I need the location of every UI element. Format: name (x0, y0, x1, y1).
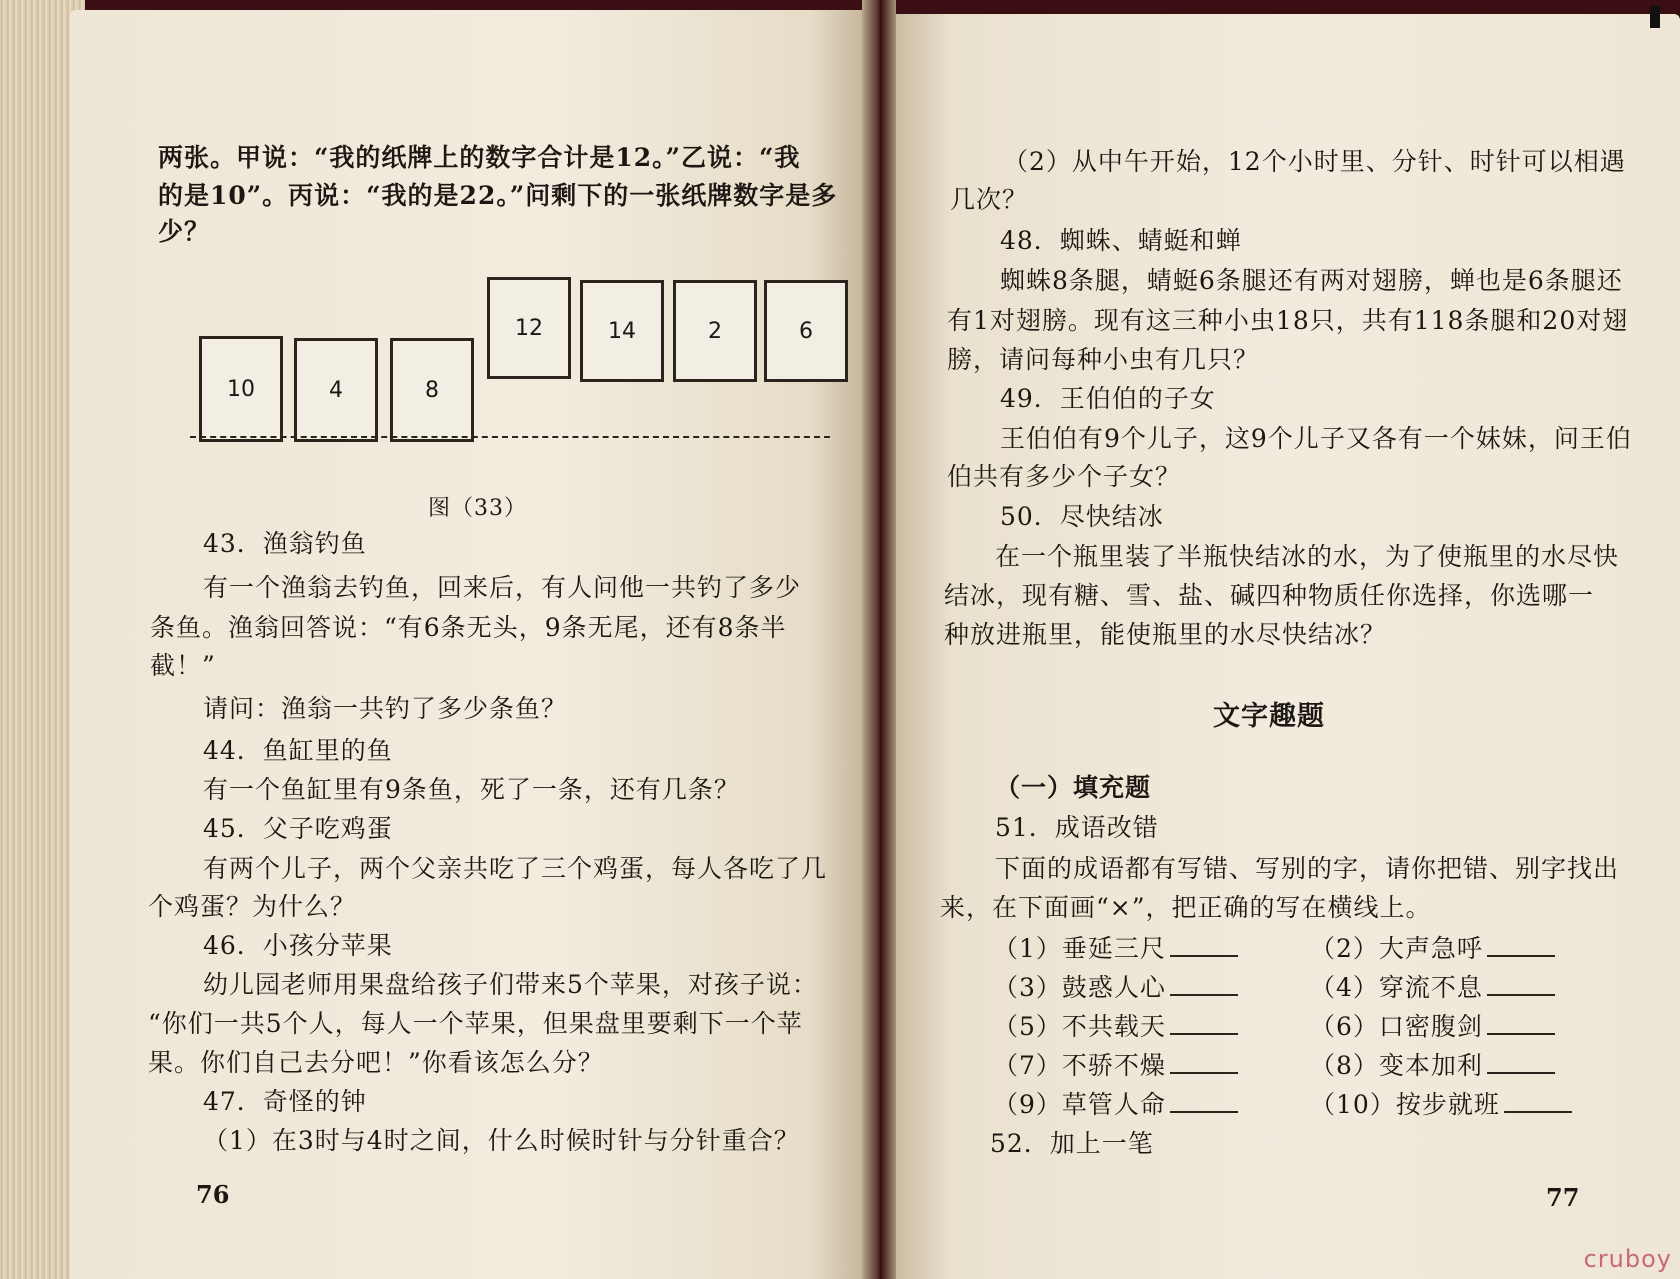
problem-title: 48．蜘蛛、蜻蜓和蝉 (1000, 226, 1242, 255)
answer-blank[interactable] (1170, 1089, 1238, 1113)
text-line: 几次？ (950, 185, 1029, 214)
text-line: 截！” (150, 651, 216, 680)
text-line: “你们一共5个人，每人一个苹果，但果盘里要剩下一个苹 (148, 1009, 803, 1038)
text-line: 有一个鱼缸里有9条鱼，死了一条，还有几条？ (203, 775, 740, 804)
text-line: 种放进瓶里，能使瓶里的水尽快结冰？ (944, 620, 1387, 649)
problem-title: 44．鱼缸里的鱼 (203, 736, 393, 765)
text-line: 蜘蛛8条腿，蜻蜓6条腿还有两对翅膀，蝉也是6条腿还 (1000, 266, 1623, 295)
idiom-item: （8）变本加利 (1310, 1047, 1555, 1085)
text-line: 下面的成语都有写错、写别的字，请你把错、别字找出 (995, 854, 1620, 883)
page-number: 77 (1546, 1183, 1580, 1212)
number-card: 6 (764, 280, 848, 382)
text-line: 请问：渔翁一共钓了多少条鱼？ (203, 694, 568, 723)
idiom-item: （1）垂延三尺 (993, 930, 1238, 968)
answer-blank[interactable] (1487, 1050, 1555, 1074)
idiom-item: （9）草管人命 (993, 1086, 1238, 1124)
answer-blank[interactable] (1170, 1050, 1238, 1074)
text-line: 果。你们自己去分吧！”你看该怎么分？ (148, 1048, 604, 1077)
number-card: 14 (580, 280, 664, 382)
text-line: 来，在下面画“×”，把正确的写在横线上。 (940, 893, 1432, 922)
answer-blank[interactable] (1487, 1011, 1555, 1035)
text-line: 伯共有多少个子女？ (947, 462, 1182, 491)
answer-blank[interactable] (1487, 972, 1555, 996)
problem-title: 50．尽快结冰 (1000, 502, 1164, 531)
idiom-item: （6）口密腹剑 (1310, 1008, 1555, 1046)
text-line: 个鸡蛋？为什么？ (148, 892, 357, 921)
number-card: 2 (673, 280, 757, 382)
idiom-item: （5）不共载天 (993, 1008, 1238, 1046)
subsection-title: （一）填充题 (995, 773, 1152, 802)
answer-blank[interactable] (1170, 1011, 1238, 1035)
idiom-item: （4）穿流不息 (1310, 969, 1555, 1007)
answer-blank[interactable] (1487, 933, 1555, 957)
figure-caption: 图（33） (428, 496, 527, 521)
book-gutter (862, 0, 896, 1279)
watermark: cruboy (1583, 1245, 1672, 1273)
text-line: 的是10”。丙说：“我的是22。”问剩下的一张纸牌数字是多 (158, 181, 838, 210)
page-number: 76 (196, 1180, 230, 1209)
number-card: 8 (390, 338, 474, 442)
problem-title: 52．加上一笔 (990, 1129, 1154, 1158)
text-line: 结冰，现有糖、雪、盐、碱四种物质任你选择，你选哪一 (944, 581, 1595, 610)
answer-blank[interactable] (1504, 1089, 1572, 1113)
answer-blank[interactable] (1170, 933, 1238, 957)
text-line: 有两个儿子，两个父亲共吃了三个鸡蛋，每人各吃了几 (203, 854, 828, 883)
text-line: 有1对翅膀。现有这三种小虫18只，共有118条腿和20对翅 (947, 306, 1629, 335)
text-line: 膀，请问每种小虫有几只？ (947, 345, 1260, 374)
number-card: 12 (487, 277, 571, 379)
idiom-item: （7）不骄不燥 (993, 1047, 1238, 1085)
problem-title: 47．奇怪的钟 (203, 1087, 367, 1116)
idiom-item: （10）按步就班 (1310, 1086, 1572, 1124)
text-line: 少？ (158, 217, 211, 246)
number-card: 10 (199, 336, 283, 442)
problem-title: 46．小孩分苹果 (203, 931, 393, 960)
problem-title: 45．父子吃鸡蛋 (203, 814, 393, 843)
text-line: 条鱼。渔翁回答说：“有6条无头，9条无尾，还有8条半 (150, 613, 787, 642)
problem-title: 51．成语改错 (995, 813, 1159, 842)
text-line: 王伯伯有9个儿子，这9个儿子又各有一个妹妹，问王伯 (1000, 424, 1632, 453)
text-line: （2）从中午开始，12个小时里、分针、时针可以相遇 (1003, 147, 1626, 176)
problem-title: 49．王伯伯的子女 (1000, 384, 1216, 413)
section-title: 文字趣题 (1213, 701, 1325, 732)
idiom-item: （3）鼓惑人心 (993, 969, 1238, 1007)
number-card: 4 (294, 338, 378, 442)
idiom-item: （2）大声急呼 (1310, 930, 1555, 968)
text-line: （1）在3时与4时之间，什么时候时针与分针重合？ (203, 1126, 800, 1155)
figure-baseline (190, 436, 830, 438)
text-line: 有一个渔翁去钓鱼，回来后，有人问他一共钓了多少 (203, 573, 802, 602)
text-line: 两张。甲说：“我的纸牌上的数字合计是12。”乙说：“我 (158, 143, 801, 172)
problem-title: 43．渔翁钓鱼 (203, 529, 367, 558)
corner-mark (1650, 6, 1660, 28)
text-line: 在一个瓶里装了半瓶快结冰的水，为了使瓶里的水尽快 (995, 542, 1620, 571)
answer-blank[interactable] (1170, 972, 1238, 996)
text-line: 幼儿园老师用果盘给孩子们带来5个苹果，对孩子说： (203, 970, 818, 999)
